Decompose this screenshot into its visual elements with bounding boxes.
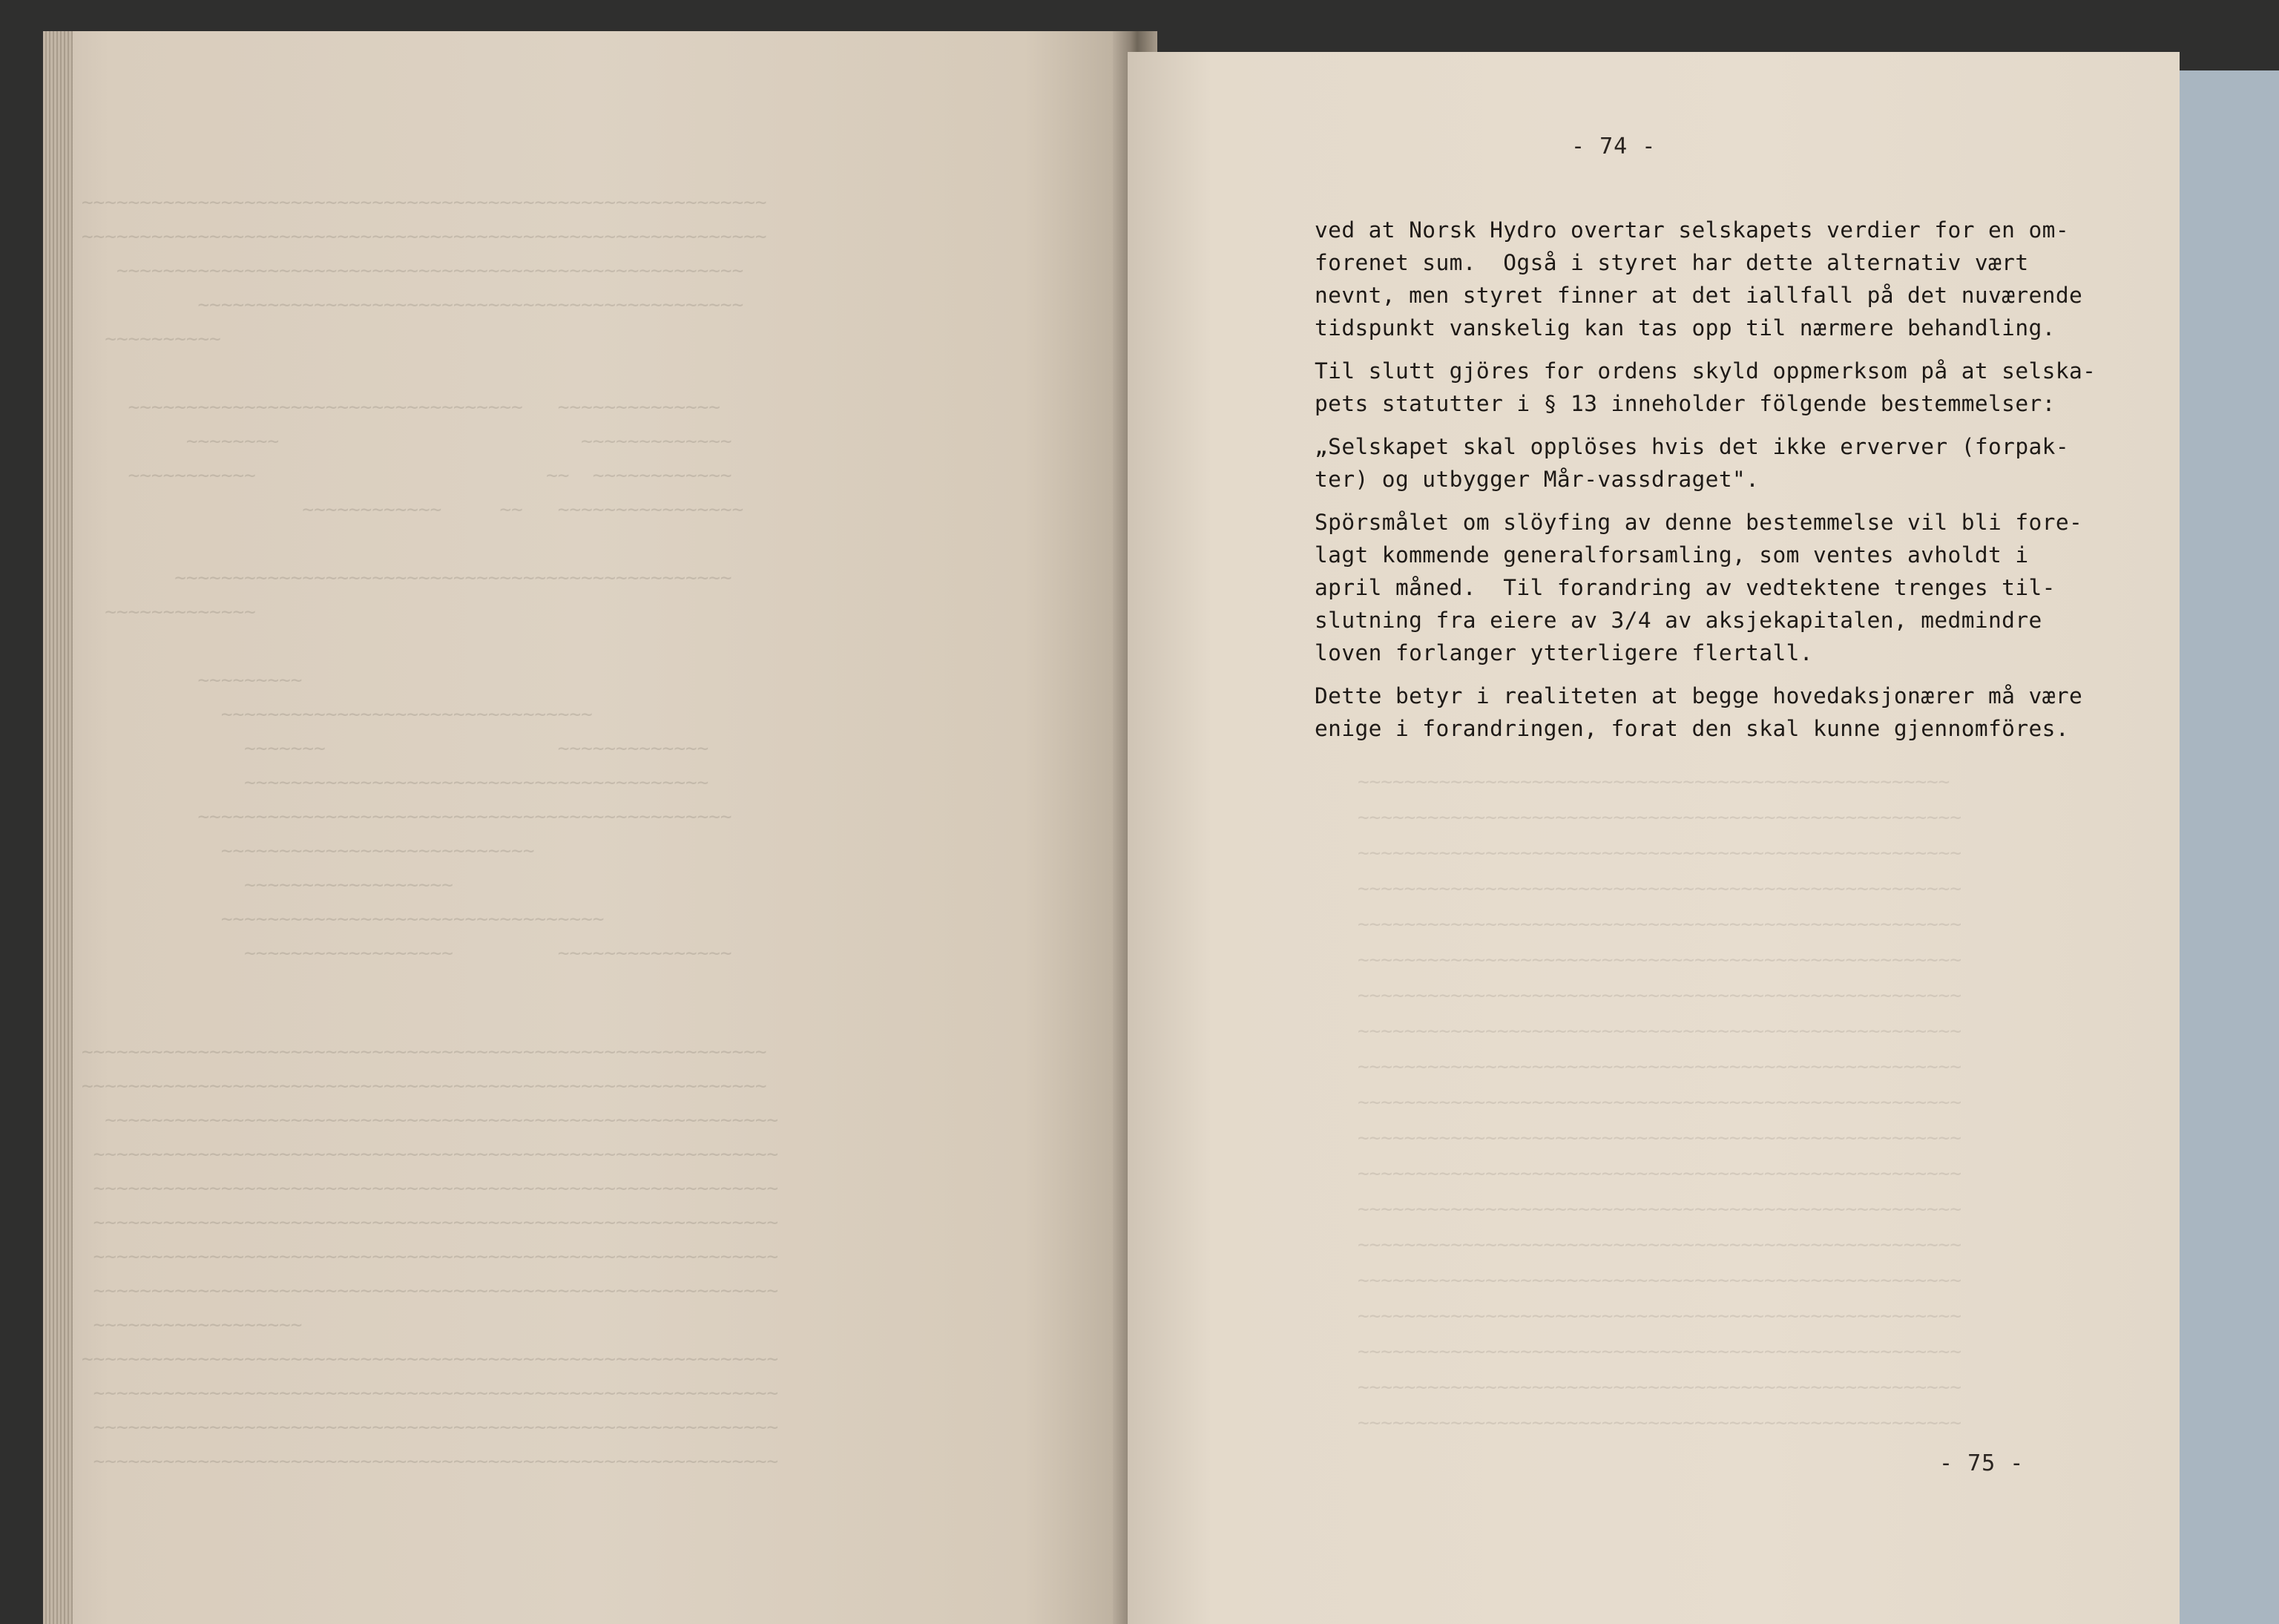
text-line: „Selskapet skal opplöses hvis det ikke erverver (forpak-: [1315, 434, 2069, 459]
text-line: lagt kommende generalforsamling, som ventes avholdt i: [1315, 542, 2029, 568]
backing-card: [2174, 70, 2279, 1624]
right-page-bleed-through: ~~~~~~~~~~~~~~~~~~~~~~~~~~~~~~~~~~~~~~~~~~~~~~~~~~~ ~~~~~~~~~~~~~~~~~~~~~~~~~~~~~~~~~~~~~~~~~~~~~~~~~~~~ ~~~~~~~~~~~~~~~~~~~~~~~~~~~~~~~~~~~~~~~~~~~~~~~~~~~~ ~~~~~~~~~~~~~~~~~~~~~~~~~~~~~~~~~~~~~~~~~~~~~~~~~~~~ ~~~~~~~~~~~~~~~~~~~~~~~~~~~~~~~~~~~~~~~~~~~~~~~~~~~~ ~~~~~~~~~~~~~~~~~~~~~~~~~~~~~~~~~~~~~~~~~~~~~~~~~~~~ ~~~~~~~~~~~~~~~~~~~~~~~~~~~~~~~~~~~~~~~~~~~~~~~~~~~~ ~~~~~~~~~~~~~~~~~~~~~~~~~~~~~~~~~~~~~~~~~~~~~~~~~~~~ ~~~~~~~~~~~~~~~~~~~~~~~~~~~~~~~~~~~~~~~~~~~~~~~~~~~~ ~~~~~~~~~~~~~~~~~~~~~~~~~~~~~~~~~~~~~~~~~~~~~~~~~~~~ ~~~~~~~~~~~~~~~~~~~~~~~~~~~~~~~~~~~~~~~~~~~~~~~~~~~~ ~~~~~~~~~~~~~~~~~~~~~~~~~~~~~~~~~~~~~~~~~~~~~~~~~~~~ ~~~~~~~~~~~~~~~~~~~~~~~~~~~~~~~~~~~~~~~~~~~~~~~~~~~~ ~~~~~~~~~~~~~~~~~~~~~~~~~~~~~~~~~~~~~~~~~~~~~~~~~~~~ ~~~~~~~~~~~~~~~~~~~~~~~~~~~~~~~~~~~~~~~~~~~~~~~~~~~~ ~~~~~~~~~~~~~~~~~~~~~~~~~~~~~~~~~~~~~~~~~~~~~~~~~~~~ ~~~~~~~~~~~~~~~~~~~~~~~~~~~~~~~~~~~~~~~~~~~~~~~~~~~~ ~~~~~~~~~~~~~~~~~~~~~~~~~~~~~~~~~~~~~~~~~~~~~~~~~~~~ ~~~~~~~~~~~~~~~~~~~~~~~~~~~~~~~~~~~~~~~~~~~~~~~~~~~~: [1358, 771, 1961, 1434]
text-line: forenet sum. Også i styret har dette alternativ vært: [1315, 250, 2029, 275]
text-line: ved at Norsk Hydro overtar selskapets verdier for en om-: [1315, 217, 2069, 243]
text-line: Til slutt gjöres for ordens skyld oppmerksom på at selska-: [1315, 358, 2097, 384]
text-line: pets statutter i § 13 inneholder fölgende bestemmelser:: [1315, 391, 2056, 416]
paragraph-1: [1315, 214, 2145, 344]
left-page-ghost-text: ~~~~~~~~~~~~~~~~~~~~~~~~~~~~~~~~~~~~~~~~~~~~~~~~~~~~~~~~~~~ ~~~~~~~~~~~~~~~~~~~~~~~~~~~~~~~~~~~~~~~~~~~~~~~~~~~~~~~~~~~ ~~~~~~~~~~~~~~~~~~~~~~~~~~~~~~~~~~~~~~~~~~~~~~~~~~~~~~ ~~~~~~~~~~~~~~~~~~~~~~~~~~~~~~~~~~~~~~~~~~~~~~~ ~~~~~~~~~~ ~~~~~~~~~~~~~~~~~~~~~~~~~~~~~~~~~~ ~~~~~~~~~~~~~~ ~~~~~~~~ ~~~~~~~~~~~~~ ~~~~~~~~~~~ ~~ ~~~~~~~~~~~~ ~~~~~~~~~~~~ ~~ ~~~~~~~~~~~~~~~~ ~~~~~~~~~~~~~~~~~~~~~~~~~~~~~~~~~~~~~~~~~~~~~~~~ ~~~~~~~~~~~~~ ~~~~~~~~~ ~~~~~~~~~~~~~~~~~~~~~~~~~~~~~~~~ ~~~~~~~ ~~~~~~~~~~~~~ ~~~~~~~~~~~~~~~~~~~~~~~~~~~~~~~~~~~~~~~~ ~~~~~~~~~~~~~~~~~~~~~~~~~~~~~~~~~~~~~~~~~~~~~~ ~~~~~~~~~~~~~~~~~~~~~~~~~~~ ~~~~~~~~~~~~~~~~~~ ~~~~~~~~~~~~~~~~~~~~~~~~~~~~~~~~~ ~~~~~~~~~~~~~~~~~~ ~~~~~~~~~~~~~~~: [82, 191, 767, 964]
page-number-bottom: - 75 -: [1939, 1450, 2025, 1476]
paragraph-2: [1315, 355, 2145, 420]
text-line: tidspunkt vanskelig kan tas opp til nærmere behandling.: [1315, 315, 2056, 341]
paragraph-4: [1315, 506, 2145, 669]
text-line: Spörsmålet om slöyfing av denne bestemmelse vil bli fore-: [1315, 510, 2083, 535]
text-line: nevnt, men styret finner at det iallfall på det nuværende: [1315, 283, 2083, 308]
page-number-top: - 74 -: [1571, 134, 1657, 160]
text-line: ter) og utbygger Mår-vassdraget".: [1315, 467, 1760, 492]
text-line: Dette betyr i realiteten at begge hovedaksjonærer må være: [1315, 683, 2083, 709]
typed-letter-body: [1315, 214, 2145, 745]
text-line: april måned. Til forandring av vedtektene trenges til-: [1315, 575, 2056, 600]
left-page-ghost-text-lower: ~~~~~~~~~~~~~~~~~~~~~~~~~~~~~~~~~~~~~~~~~~~~~~~~~~~~~~~~~~~ ~~~~~~~~~~~~~~~~~~~~~~~~~~~~~~~~~~~~~~~~~~~~~~~~~~~~~~~~~~~ ~~~~~~~~~~~~~~~~~~~~~~~~~~~~~~~~~~~~~~~~~~~~~~~~~~~~~~~~~~ ~~~~~~~~~~~~~~~~~~~~~~~~~~~~~~~~~~~~~~~~~~~~~~~~~~~~~~~~~~~ ~~~~~~~~~~~~~~~~~~~~~~~~~~~~~~~~~~~~~~~~~~~~~~~~~~~~~~~~~~~ ~~~~~~~~~~~~~~~~~~~~~~~~~~~~~~~~~~~~~~~~~~~~~~~~~~~~~~~~~~~ ~~~~~~~~~~~~~~~~~~~~~~~~~~~~~~~~~~~~~~~~~~~~~~~~~~~~~~~~~~~ ~~~~~~~~~~~~~~~~~~~~~~~~~~~~~~~~~~~~~~~~~~~~~~~~~~~~~~~~~~~ ~~~~~~~~~~~~~~~~~~ ~~~~~~~~~~~~~~~~~~~~~~~~~~~~~~~~~~~~~~~~~~~~~~~~~~~~~~~~~~~~ ~~~~~~~~~~~~~~~~~~~~~~~~~~~~~~~~~~~~~~~~~~~~~~~~~~~~~~~~~~~ ~~~~~~~~~~~~~~~~~~~~~~~~~~~~~~~~~~~~~~~~~~~~~~~~~~~~~~~~~~~ ~~~~~~~~~~~~~~~~~~~~~~~~~~~~~~~~~~~~~~~~~~~~~~~~~~~~~~~~~~~: [82, 1041, 779, 1473]
left-page-edges: [43, 31, 73, 1624]
paragraph-3-quotation: [1315, 430, 2145, 496]
text-line: enige i forandringen, forat den skal kunne gjennomföres.: [1315, 716, 2069, 741]
paragraph-5: [1315, 680, 2145, 745]
text-line: slutning fra eiere av 3/4 av aksjekapitalen, medmindre: [1315, 608, 2042, 633]
text-line: loven forlanger ytterligere flertall.: [1315, 640, 1813, 665]
